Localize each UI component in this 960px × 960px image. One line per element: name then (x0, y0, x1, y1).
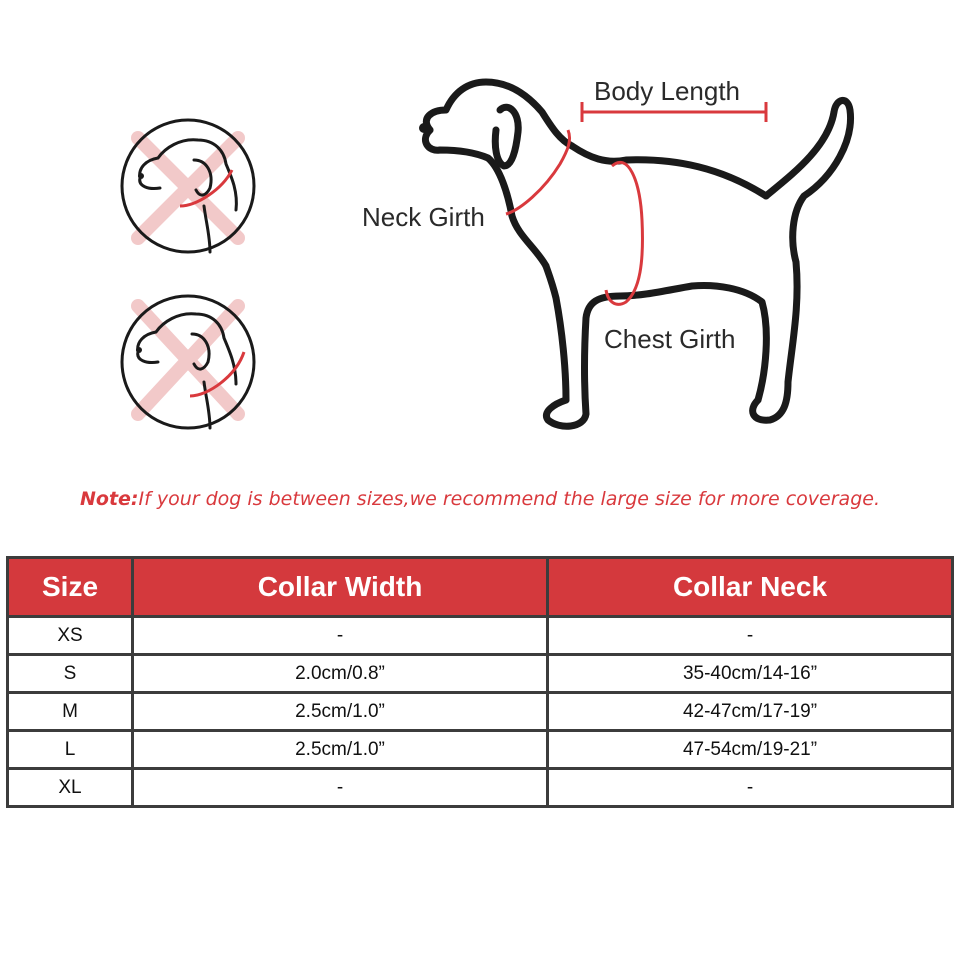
collar-neck-cell: 47-54cm/19-21” (548, 731, 953, 769)
collar-width-cell: - (133, 769, 548, 807)
header-size: Size (8, 558, 133, 617)
collar-neck-cell: - (548, 769, 953, 807)
dog-head-wrong-fit-icon (122, 296, 254, 428)
table-row (8, 693, 953, 731)
table-row (8, 655, 953, 693)
collar-neck-cell: 42-47cm/17-19” (548, 693, 953, 731)
size-chart-table (6, 556, 954, 808)
neck-girth-label: Neck Girth (362, 202, 485, 232)
table-row (8, 617, 953, 655)
body-length-label: Body Length (594, 76, 741, 106)
dog-head-wrong-fit-icon (122, 120, 254, 252)
dog-diagram (0, 0, 960, 470)
size-cell: XS (8, 617, 133, 655)
chest-girth-label: Chest Girth (604, 324, 736, 354)
table-row (8, 731, 953, 769)
table-row (8, 769, 953, 807)
collar-width-cell: 2.5cm/1.0” (133, 731, 548, 769)
collar-width-cell: 2.5cm/1.0” (133, 693, 548, 731)
collar-neck-cell: - (548, 617, 953, 655)
collar-width-cell: 2.0cm/0.8” (133, 655, 548, 693)
sizing-note (0, 488, 960, 510)
measurement-illustration (0, 0, 960, 470)
collar-neck-cell: 35-40cm/14-16” (548, 655, 953, 693)
size-cell: XL (8, 769, 133, 807)
size-cell: S (8, 655, 133, 693)
table-header-row (8, 558, 953, 617)
size-cell: M (8, 693, 133, 731)
chest-girth-measure (606, 162, 642, 304)
size-cell: L (8, 731, 133, 769)
dog-outline (425, 82, 850, 426)
note-label: Note: (79, 488, 139, 510)
header-collar-neck: Collar Neck (548, 558, 953, 617)
header-collar-width: Collar Width (133, 558, 548, 617)
note-text: If your dog is between sizes,we recommend the large size for more coverage. (138, 488, 880, 510)
collar-width-cell: - (133, 617, 548, 655)
dog-nose-icon (419, 123, 429, 133)
